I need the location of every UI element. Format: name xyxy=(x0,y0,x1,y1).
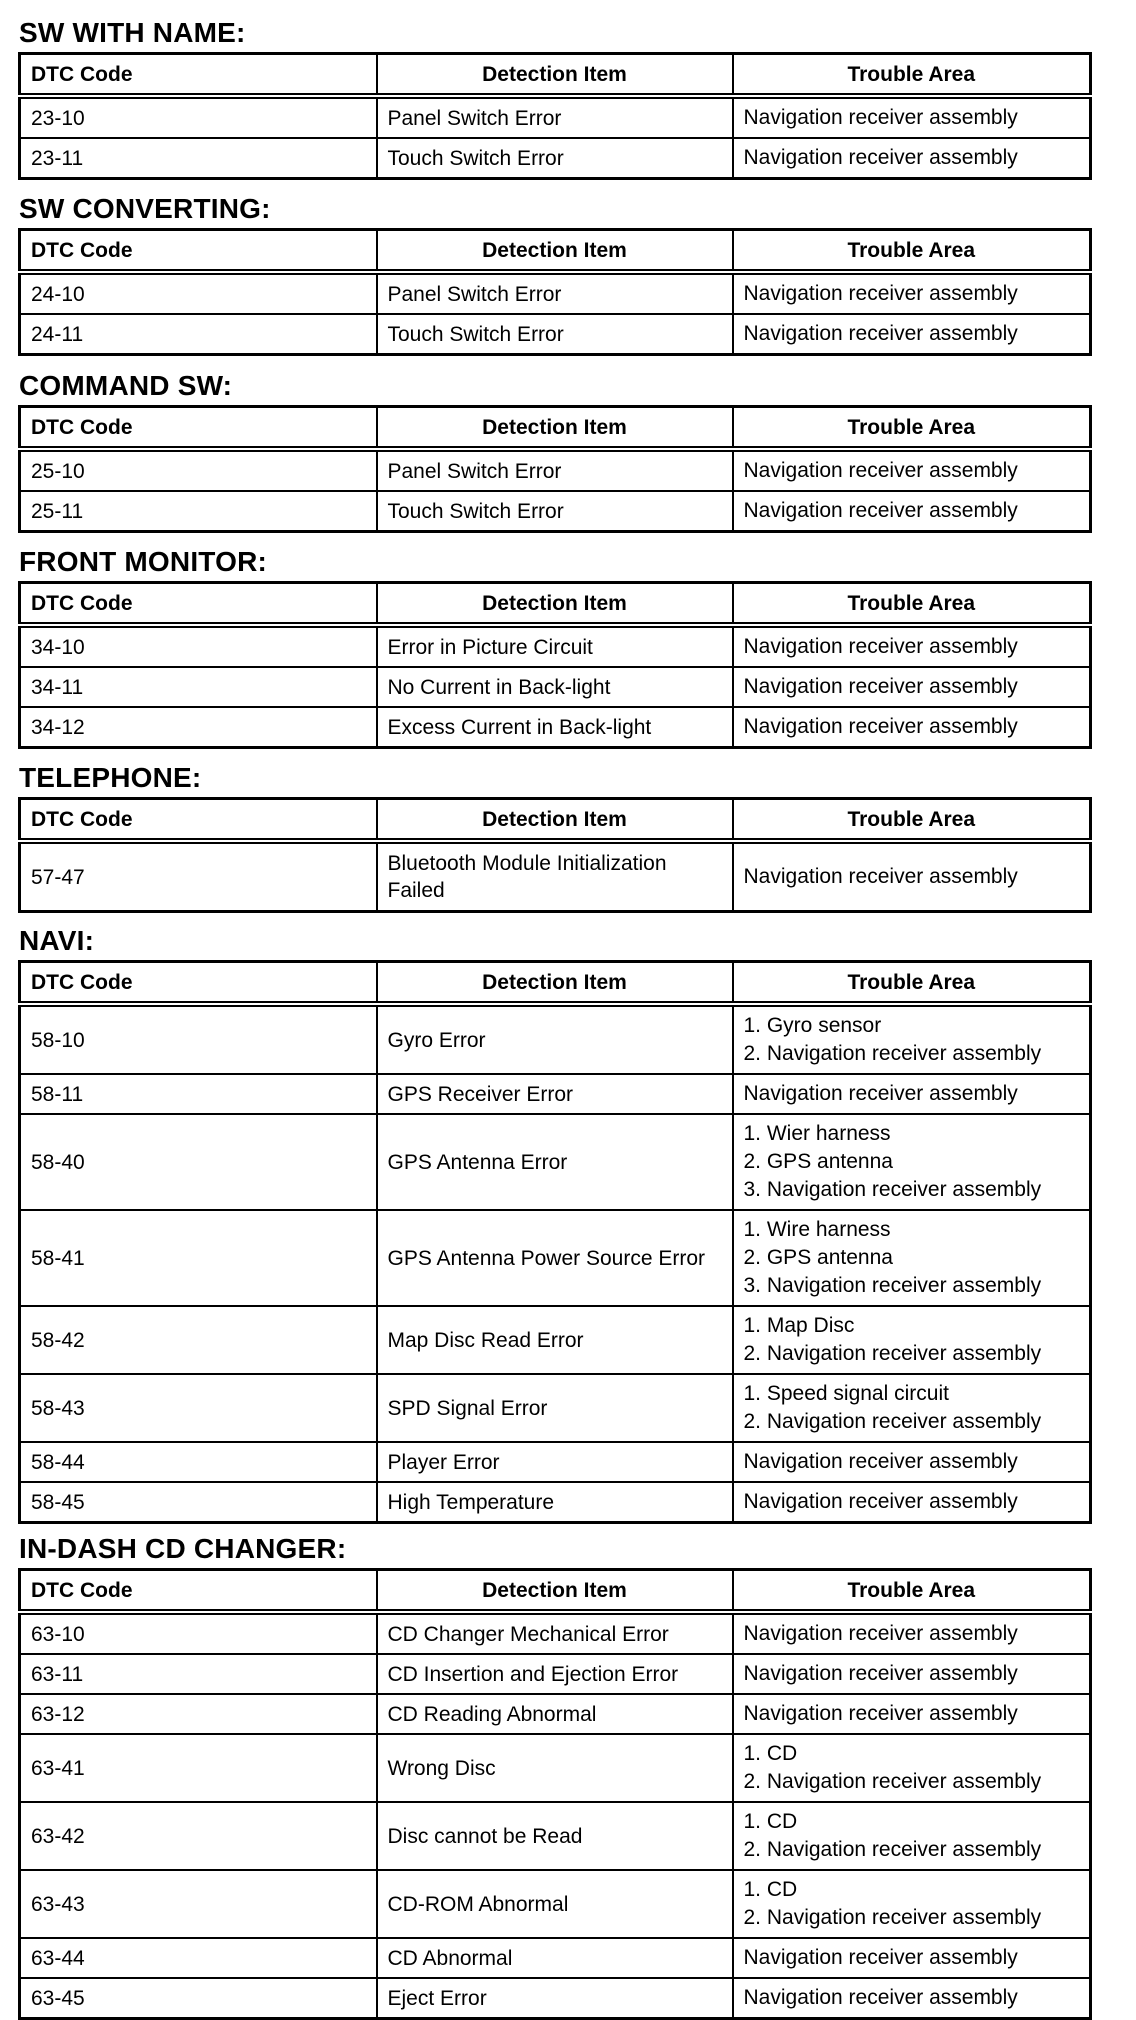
detection-item-cell: Touch Switch Error xyxy=(377,138,733,179)
header-dtc-code: DTC Code xyxy=(20,1570,377,1613)
detection-item-cell: High Temperature xyxy=(377,1482,733,1523)
header-dtc-code: DTC Code xyxy=(20,583,377,626)
dtc-code-cell: 63-41 xyxy=(20,1734,377,1802)
trouble-area-cell xyxy=(733,1114,1091,1210)
dtc-code-cell: 25-10 xyxy=(20,449,377,491)
trouble-area-cell xyxy=(733,1694,1091,1734)
trouble-area-line: Navigation receiver assembly xyxy=(743,865,1018,888)
trouble-area-cell xyxy=(733,841,1091,912)
dtc-code-cell: 58-11 xyxy=(20,1074,377,1114)
table-row xyxy=(20,1802,1091,1870)
trouble-area-line: 1. Wire harness xyxy=(743,1218,891,1241)
dtc-table xyxy=(18,228,1092,356)
trouble-area-cell xyxy=(733,491,1091,532)
trouble-area-line: Navigation receiver assembly xyxy=(743,1662,1018,1685)
header-trouble-area: Trouble Area xyxy=(733,799,1091,842)
table-header-row xyxy=(20,407,1091,450)
detection-item-cell: GPS Antenna Power Source Error xyxy=(377,1210,733,1306)
table-row xyxy=(20,138,1091,179)
trouble-area-cell xyxy=(733,1442,1091,1482)
trouble-area-cell xyxy=(733,1654,1091,1694)
trouble-area-line: Navigation receiver assembly xyxy=(743,715,1018,738)
trouble-area-cell xyxy=(733,138,1091,179)
trouble-area-cell xyxy=(733,1210,1091,1306)
trouble-area-line: Navigation receiver assembly xyxy=(743,322,1018,345)
trouble-area-line: 1. CD xyxy=(743,1878,798,1901)
dtc-table xyxy=(18,52,1092,180)
trouble-area-cell xyxy=(733,1374,1091,1442)
table-header-row xyxy=(20,230,1091,273)
detection-item-cell: CD Abnormal xyxy=(377,1938,733,1978)
table-row xyxy=(20,1978,1091,2019)
trouble-area-line: 3. Navigation receiver assembly xyxy=(743,1178,1042,1201)
trouble-area-cell xyxy=(733,272,1091,314)
detection-item-cell: No Current in Back-light xyxy=(377,667,733,707)
dtc-code-cell: 58-10 xyxy=(20,1004,377,1074)
header-detection-item: Detection Item xyxy=(377,799,733,842)
trouble-area-line: 1. CD xyxy=(743,1742,798,1765)
dtc-table xyxy=(18,960,1092,1524)
trouble-area-cell xyxy=(733,1482,1091,1523)
trouble-area-cell xyxy=(733,1004,1091,1074)
trouble-area-cell xyxy=(733,1734,1091,1802)
dtc-code-cell: 24-11 xyxy=(20,314,377,355)
table-row xyxy=(20,1612,1091,1654)
dtc-code-cell: 34-10 xyxy=(20,625,377,667)
dtc-code-cell: 23-11 xyxy=(20,138,377,179)
dtc-code-cell: 63-45 xyxy=(20,1978,377,2019)
header-dtc-code: DTC Code xyxy=(20,962,377,1005)
trouble-area-line: 2. Navigation receiver assembly xyxy=(743,1410,1042,1433)
trouble-area-line: Navigation receiver assembly xyxy=(743,1622,1018,1645)
header-trouble-area: Trouble Area xyxy=(733,962,1091,1005)
header-trouble-area: Trouble Area xyxy=(733,407,1091,450)
trouble-area-line: Navigation receiver assembly xyxy=(743,635,1018,658)
header-detection-item: Detection Item xyxy=(377,583,733,626)
trouble-area-line: 1. Wier harness xyxy=(743,1122,891,1145)
dtc-section xyxy=(18,545,1089,749)
trouble-area-line: 2. Navigation receiver assembly xyxy=(743,1770,1042,1793)
trouble-area-cell xyxy=(733,96,1091,138)
trouble-area-cell xyxy=(733,667,1091,707)
trouble-area-line: Navigation receiver assembly xyxy=(743,1082,1018,1105)
dtc-code-cell: 58-42 xyxy=(20,1306,377,1374)
detection-item-cell: Touch Switch Error xyxy=(377,314,733,355)
section-title: SW CONVERTING: xyxy=(19,193,271,224)
dtc-code-cell: 25-11 xyxy=(20,491,377,532)
dtc-code-cell: 58-41 xyxy=(20,1210,377,1306)
table-row xyxy=(20,1442,1091,1482)
trouble-area-line: 1. Map Disc xyxy=(743,1314,855,1337)
header-trouble-area: Trouble Area xyxy=(733,583,1091,626)
dtc-section xyxy=(18,761,1089,913)
header-dtc-code: DTC Code xyxy=(20,799,377,842)
trouble-area-line: 2. Navigation receiver assembly xyxy=(743,1838,1042,1861)
detection-item-cell: Eject Error xyxy=(377,1978,733,2019)
table-row xyxy=(20,1734,1091,1802)
trouble-area-line: Navigation receiver assembly xyxy=(743,282,1018,305)
table-header-row xyxy=(20,962,1091,1005)
detection-item-cell: Excess Current in Back-light xyxy=(377,707,733,748)
trouble-area-cell xyxy=(733,1938,1091,1978)
dtc-code-cell: 57-47 xyxy=(20,841,377,912)
table-row xyxy=(20,1210,1091,1306)
dtc-code-cell: 34-12 xyxy=(20,707,377,748)
table-row xyxy=(20,1694,1091,1734)
table-row xyxy=(20,1114,1091,1210)
table-header-row xyxy=(20,54,1091,97)
detection-item-cell: Disc cannot be Read xyxy=(377,1802,733,1870)
trouble-area-cell xyxy=(733,1306,1091,1374)
table-header-row xyxy=(20,1570,1091,1613)
detection-item-cell: CD Reading Abnormal xyxy=(377,1694,733,1734)
trouble-area-line: 2. GPS antenna xyxy=(743,1246,893,1269)
detection-item-cell: Panel Switch Error xyxy=(377,449,733,491)
trouble-area-cell xyxy=(733,625,1091,667)
trouble-area-line: Navigation receiver assembly xyxy=(743,675,1018,698)
table-header-row xyxy=(20,583,1091,626)
table-row xyxy=(20,841,1091,912)
trouble-area-line: 1. Speed signal circuit xyxy=(743,1382,949,1405)
trouble-area-cell xyxy=(733,449,1091,491)
header-detection-item: Detection Item xyxy=(377,1570,733,1613)
detection-item-cell: Map Disc Read Error xyxy=(377,1306,733,1374)
table-row xyxy=(20,314,1091,355)
header-dtc-code: DTC Code xyxy=(20,230,377,273)
detection-item-cell: Player Error xyxy=(377,1442,733,1482)
trouble-area-cell xyxy=(733,1802,1091,1870)
trouble-area-cell xyxy=(733,1074,1091,1114)
trouble-area-line: 1. Gyro sensor xyxy=(743,1014,882,1037)
trouble-area-line: Navigation receiver assembly xyxy=(743,146,1018,169)
dtc-code-cell: 63-12 xyxy=(20,1694,377,1734)
dtc-code-cell: 58-43 xyxy=(20,1374,377,1442)
dtc-code-cell: 63-44 xyxy=(20,1938,377,1978)
section-title: IN-DASH CD CHANGER: xyxy=(19,1533,347,1564)
header-detection-item: Detection Item xyxy=(377,230,733,273)
table-row xyxy=(20,625,1091,667)
detection-item-cell: Panel Switch Error xyxy=(377,96,733,138)
table-row xyxy=(20,667,1091,707)
section-title: SW WITH NAME: xyxy=(19,17,246,48)
table-row xyxy=(20,96,1091,138)
dtc-code-cell: 24-10 xyxy=(20,272,377,314)
trouble-area-line: Navigation receiver assembly xyxy=(743,1490,1018,1513)
header-dtc-code: DTC Code xyxy=(20,407,377,450)
trouble-area-line: Navigation receiver assembly xyxy=(743,106,1018,129)
section-title: TELEPHONE: xyxy=(19,762,202,793)
trouble-area-cell xyxy=(733,1870,1091,1938)
table-row xyxy=(20,1654,1091,1694)
trouble-area-line: Navigation receiver assembly xyxy=(743,1450,1018,1473)
table-row xyxy=(20,1004,1091,1074)
trouble-area-line: Navigation receiver assembly xyxy=(743,459,1018,482)
dtc-code-cell: 63-11 xyxy=(20,1654,377,1694)
dtc-code-cell: 23-10 xyxy=(20,96,377,138)
detection-item-cell: GPS Antenna Error xyxy=(377,1114,733,1210)
table-row xyxy=(20,1374,1091,1442)
table-row xyxy=(20,1306,1091,1374)
detection-item-cell: Panel Switch Error xyxy=(377,272,733,314)
table-row xyxy=(20,1074,1091,1114)
dtc-section xyxy=(18,924,1089,1524)
detection-item-cell: Bluetooth Module Initialization Failed xyxy=(377,841,733,912)
dtc-code-cell: 63-43 xyxy=(20,1870,377,1938)
dtc-table xyxy=(18,405,1092,533)
dtc-code-cell: 58-44 xyxy=(20,1442,377,1482)
dtc-section xyxy=(18,1532,1089,2020)
trouble-area-line: 2. Navigation receiver assembly xyxy=(743,1042,1042,1065)
dtc-section xyxy=(18,16,1089,180)
trouble-area-line: 3. Navigation receiver assembly xyxy=(743,1274,1042,1297)
header-trouble-area: Trouble Area xyxy=(733,54,1091,97)
header-detection-item: Detection Item xyxy=(377,54,733,97)
trouble-area-line: Navigation receiver assembly xyxy=(743,1702,1018,1725)
table-row xyxy=(20,707,1091,748)
dtc-table xyxy=(18,1568,1092,2020)
header-detection-item: Detection Item xyxy=(377,962,733,1005)
dtc-code-cell: 34-11 xyxy=(20,667,377,707)
dtc-code-cell: 58-40 xyxy=(20,1114,377,1210)
trouble-area-line: 1. CD xyxy=(743,1810,798,1833)
trouble-area-line: 2. GPS antenna xyxy=(743,1150,893,1173)
section-title: NAVI: xyxy=(19,925,95,956)
dtc-code-cell: 63-10 xyxy=(20,1612,377,1654)
header-dtc-code: DTC Code xyxy=(20,54,377,97)
detection-item-cell: Error in Picture Circuit xyxy=(377,625,733,667)
trouble-area-line: 2. Navigation receiver assembly xyxy=(743,1906,1042,1929)
header-trouble-area: Trouble Area xyxy=(733,230,1091,273)
dtc-section xyxy=(18,369,1089,533)
header-trouble-area: Trouble Area xyxy=(733,1570,1091,1613)
dtc-table xyxy=(18,581,1092,749)
trouble-area-cell xyxy=(733,707,1091,748)
detection-item-cell: Touch Switch Error xyxy=(377,491,733,532)
table-row xyxy=(20,449,1091,491)
dtc-table xyxy=(18,797,1092,913)
trouble-area-cell xyxy=(733,1978,1091,2019)
trouble-area-line: Navigation receiver assembly xyxy=(743,1986,1018,2009)
section-title: FRONT MONITOR: xyxy=(19,546,268,577)
detection-item-cell: CD Changer Mechanical Error xyxy=(377,1612,733,1654)
section-title: COMMAND SW: xyxy=(19,370,233,401)
table-row xyxy=(20,1938,1091,1978)
detection-item-cell: SPD Signal Error xyxy=(377,1374,733,1442)
detection-item-cell: GPS Receiver Error xyxy=(377,1074,733,1114)
trouble-area-line: Navigation receiver assembly xyxy=(743,1946,1018,1969)
detection-item-cell: CD Insertion and Ejection Error xyxy=(377,1654,733,1694)
dtc-section xyxy=(18,192,1089,356)
table-header-row xyxy=(20,799,1091,842)
dtc-code-cell: 63-42 xyxy=(20,1802,377,1870)
detection-item-cell: Gyro Error xyxy=(377,1004,733,1074)
detection-item-cell: Wrong Disc xyxy=(377,1734,733,1802)
trouble-area-line: Navigation receiver assembly xyxy=(743,499,1018,522)
trouble-area-cell xyxy=(733,1612,1091,1654)
dtc-code-cell: 58-45 xyxy=(20,1482,377,1523)
table-row xyxy=(20,272,1091,314)
detection-item-cell: CD-ROM Abnormal xyxy=(377,1870,733,1938)
table-row xyxy=(20,1870,1091,1938)
table-row xyxy=(20,491,1091,532)
header-detection-item: Detection Item xyxy=(377,407,733,450)
trouble-area-cell xyxy=(733,314,1091,355)
trouble-area-line: 2. Navigation receiver assembly xyxy=(743,1342,1042,1365)
table-row xyxy=(20,1482,1091,1523)
